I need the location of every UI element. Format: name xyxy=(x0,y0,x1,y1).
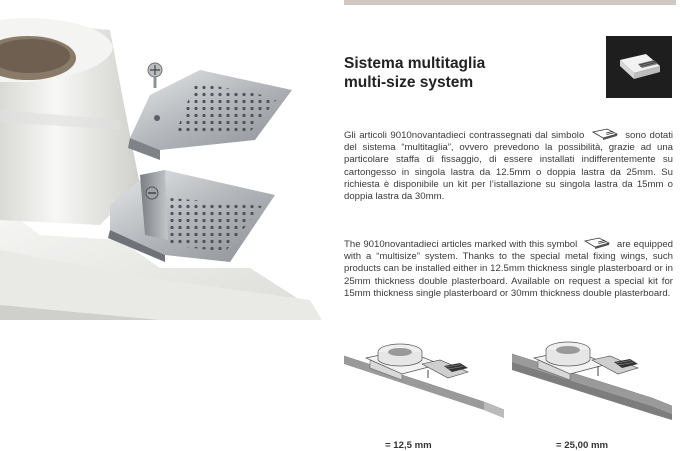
paragraph-italian xyxy=(344,128,673,203)
title-italian: Sistema multitaglia xyxy=(344,55,486,72)
paragraph-italian-body: sono dotati del sistema “multitaglia”, ovvero prevedono la possibilità, grazie ad una particolare staffa di fissaggio, di essere installati indifferentemente su cartongesso in singola lastra da 12.5mm o doppia lastra da 25mm. Su richiesta è disponibile un kit per l’istallazione su singola lastra da 15mm o doppia lastra da 30mm. xyxy=(344,130,673,203)
caption-double-thickness: = 25,00 mm xyxy=(556,440,609,451)
product-photo xyxy=(0,0,322,320)
screw-icon xyxy=(148,63,162,88)
caption-single-thickness: = 12,5 mm xyxy=(385,440,432,451)
section-title xyxy=(344,54,574,92)
diagram-single-plasterboard xyxy=(344,338,510,420)
multisize-symbol-icon xyxy=(606,36,672,98)
paragraph-english-intro: The 9010novantadieci articles marked with this symbol xyxy=(344,239,578,250)
paragraph-italian-intro: Gli articoli 9010novantadieci contrassegnati dal simbolo xyxy=(344,130,585,141)
multisize-symbol-icon xyxy=(583,237,611,249)
multisize-symbol-icon xyxy=(591,128,619,140)
paragraph-english xyxy=(344,237,673,300)
title-english: multi-size system xyxy=(344,74,474,91)
paragraph-english-body: are equipped with a “multisize” system. Thanks to the special metal fixing wings, such products can be installed either in 12.5mm thickness single plasterboard or in 25mm thickness double plasterboard. Available on request a special kit for 15mm thickness single plasterboard or 30mm thickness double plasterboard. xyxy=(344,239,673,299)
top-rule xyxy=(344,0,676,5)
diagram-double-plasterboard xyxy=(512,338,678,420)
